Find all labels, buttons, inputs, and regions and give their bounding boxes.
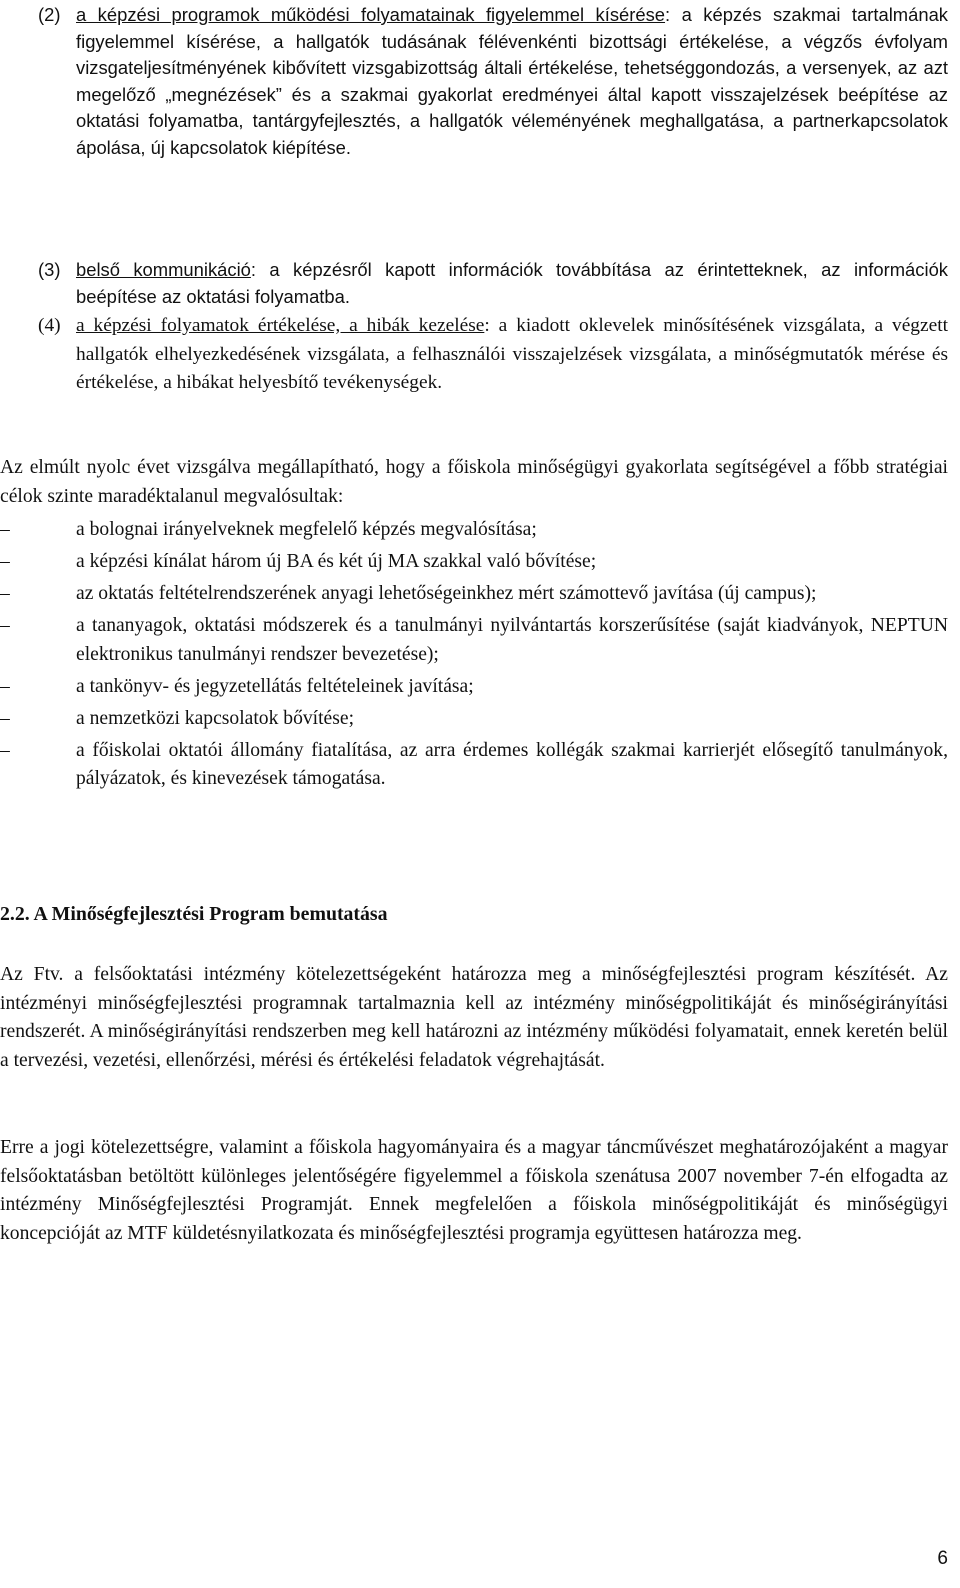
list-item — [0, 673, 948, 702]
list-item-text: : a képzés szakmai tartalmának figyelemmel kísérése, a hallgatók tudásának félévenkénti bizottsági értékelése, a végzős évfolyam vizsgateljesítményének kibővített vizsgabizottság általi értékelése, tehetséggondozás, a versenyek, az azt megelőző „megnézések” és a szakmai gyakorlat eredményei által kapott visszajelzések beépítése az oktatási folyamatba, tantárgyfejlesztés, a hallgatók véleményének meghallgatása, a partnerkapcsolatok ápolása, új kapcsolatok kiépítése. — [76, 4, 948, 158]
list-item-text: a tananyagok, oktatási módszerek és a tanulmányi nyilvántartás korszerűsítése (saját kiadványok, NEPTUN elektronikus tanulmányi rendszer bevezetése); — [76, 614, 948, 665]
list-item-title: a képzési programok működési folyamatainak figyelemmel kísérése — [76, 4, 666, 25]
list-item — [0, 737, 948, 794]
program-paragraph-1: Az Ftv. a felsőoktatási intézmény kötelezettségeként határozza meg a minőségfejlesztési program készítését. Az intézményi minőségfejlesztési programnak tartalmaznia kell az intézmény minőségpolitikáját és minőségirányítási rendszerét. A minőségirányítási rendszerben meg kell határozni az intézmény működési folyamatait, ennek keretén belül a tervezési, vezetési, ellenőrzési, mérési és értékelési feladatok végrehajtását. — [0, 964, 948, 1071]
list-item-text: a képzési kínálat három új BA és két új MA szakkal való bővítése; — [76, 550, 597, 572]
list-item-2 — [38, 2, 948, 161]
list-item-text: a főiskolai oktatói állomány fiatalítása, az arra érdemes kollégák szakmai karrierjét elősegítő tanulmányok, pályázatok, és kinevezések támogatása. — [76, 739, 948, 790]
list-item-text: a nemzetközi kapcsolatok bővítése; — [76, 707, 355, 729]
list-item — [0, 705, 948, 734]
dash-marker: – — [0, 519, 10, 540]
list-item-text: az oktatás feltételrendszerének anyagi lehetőségeinkhez mért számottevő javítása (új campus); — [76, 582, 817, 604]
list-item-text: : a kiadott oklevelek minősítésének vizsgálata, a végzett hallgatók elhelyezkedésének vizsgálata, a felhasználói visszajelzések vizsgálata, a minőségmutatók mérése és értékelése, a hibákat helyesbítő tevékenységek. — [76, 315, 948, 394]
dash-marker: – — [0, 582, 10, 604]
list-item-title: a képzési folyamatok értékelése, a hibák kezelése — [76, 315, 485, 336]
dash-marker: – — [0, 739, 10, 761]
list-item-number: (4) — [38, 315, 61, 336]
list-item — [0, 516, 948, 545]
intro-paragraph: Az elmúlt nyolc évet vizsgálva megállapítható, hogy a főiskola minőségügyi gyakorlata segítségével a főbb stratégiai célok szinte maradéktalanul megvalósultak: — [0, 457, 948, 507]
section-heading: 2.2. A Minőségfejlesztési Program bemutatása — [0, 903, 388, 925]
list-item-text: a tankönyv- és jegyzetellátás feltételeinek javítása; — [76, 675, 474, 697]
list-item — [0, 612, 948, 669]
program-paragraph-2: Erre a jogi kötelezettségre, valamint a főiskola hagyományaira és a magyar táncművészet meghatározójaként a magyar felsőoktatásban betöltött különleges jelentőségére figyelemmel a főiskola szenátusa 2007 november 7-én elfogadta az intézmény Minőségfejlesztési Programját. Ennek megfelelően a főiskola minőségpolitikáját és minőségügyi koncepcióját az MTF küldetésnyilatkozata és minőségfejlesztési programja együttesen határozza meg. — [0, 1137, 948, 1244]
list-item-4 — [38, 312, 948, 398]
achievements-list — [0, 516, 948, 797]
page-number: 6 — [937, 1548, 948, 1569]
list-item-title: belső kommunikáció — [76, 259, 251, 280]
dash-marker: – — [0, 614, 10, 636]
list-item-text: a bolognai irányelveknek megfelelő képzés megvalósítása; — [76, 519, 537, 540]
list-item-number: (2) — [38, 4, 61, 25]
list-item-3 — [38, 257, 948, 310]
list-item — [0, 548, 948, 577]
list-item-number: (3) — [38, 259, 61, 280]
dash-marker: – — [0, 707, 10, 729]
dash-marker: – — [0, 550, 10, 572]
list-item — [0, 580, 948, 609]
list-item-text: : a képzésről kapott információk továbbítása az érintetteknek, az információk beépítése az oktatási folyamatba. — [76, 259, 948, 307]
dash-marker: – — [0, 675, 10, 697]
